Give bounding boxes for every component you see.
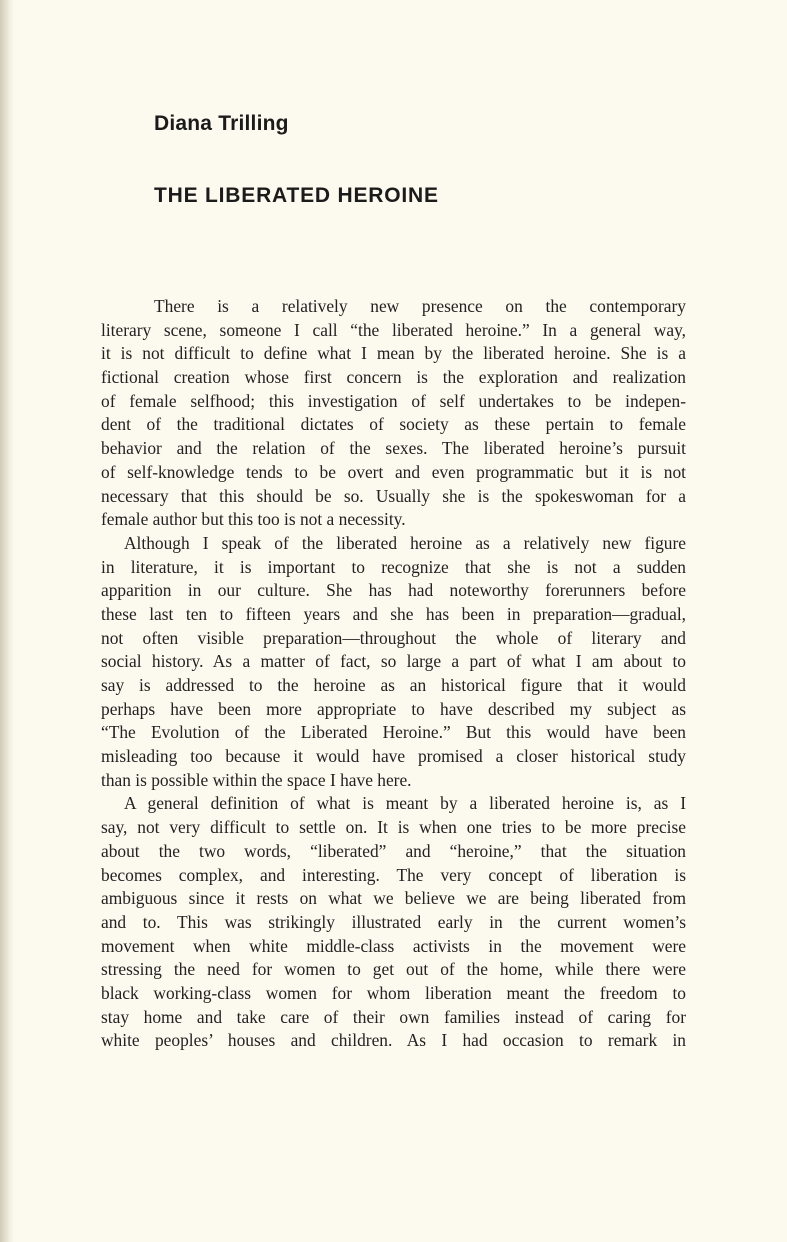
text-line: in literature, it is important to recognize that she is not a sudden	[101, 556, 686, 577]
text-line: ambiguous since it rests on what we believe we are being liberated from	[101, 888, 686, 909]
text-line: say is addressed to the heroine as an historical figure that it would	[101, 675, 686, 695]
text-line: movement when white middle-class activists in the movement were	[101, 935, 686, 956]
text-line: not often visible preparation—throughout the whole of literary and	[101, 627, 686, 648]
text-line-content: Although I speak of the liberated heroine as a relatively new figure	[124, 532, 686, 553]
text-line: of female selfhood; this investigation of self undertakes to be indepen-	[101, 390, 686, 411]
body-text	[101, 295, 686, 1053]
text-line: behavior and the relation of the sexes. The liberated heroine’s pursuit	[101, 438, 686, 459]
text-line: stay home and take care of their own families instead of caring for	[101, 1006, 686, 1027]
text-line	[101, 792, 686, 816]
chapter-title: THE LIBERATED HEROINE	[154, 184, 439, 207]
text-line: There is a relatively new presence on the contemporary	[154, 296, 686, 316]
text-line: say, not very difficult to settle on. It is when one tries to be more precise	[101, 817, 686, 838]
text-line: and to. This was strikingly illustrated early in the current women’s	[101, 911, 686, 932]
text-line: stressing the need for women to get out of the home, while there were	[101, 959, 686, 980]
text-line-content: A general definition of what is meant by a liberated heroine is, as I	[124, 793, 686, 814]
text-line: black working-class women for whom liberation meant the freedom to	[101, 982, 686, 1003]
text-line: “The Evolution of the Liberated Heroine.” But this would have been	[101, 722, 686, 743]
author-name: Diana Trilling	[154, 112, 289, 135]
text-line: these last ten to fifteen years and she has been in preparation—gradual,	[101, 603, 686, 624]
text-line: apparition in our culture. She has had noteworthy forerunners before	[101, 580, 686, 601]
text-line: literary scene, someone I call “the liberated heroine.” In a general way,	[101, 319, 686, 340]
text-line: it is not difficult to define what I mean by the liberated heroine. She is a	[101, 343, 686, 364]
text-line: perhaps have been more appropriate to have described my subject as	[101, 698, 686, 719]
text-line	[101, 532, 686, 556]
page-gutter-shadow	[0, 0, 14, 1242]
text-line: becomes complex, and interesting. The very concept of liberation is	[101, 864, 686, 885]
text-line: misleading too because it would have promised a closer historical study	[101, 746, 686, 767]
text-line: about the two words, “liberated” and “heroine,” that the situation	[101, 840, 686, 861]
text-line: fictional creation whose first concern is the exploration and realization	[101, 367, 686, 388]
text-line: social history. As a matter of fact, so large a part of what I am about to	[101, 651, 686, 672]
text-line: female author but this too is not a necessity.	[101, 509, 406, 530]
text-line: necessary that this should be so. Usually she is the spokeswoman for a	[101, 485, 686, 506]
text-line: of self-knowledge tends to be overt and even programmatic but it is not	[101, 461, 686, 482]
text-line: than is possible within the space I have here.	[101, 769, 412, 790]
text-line: dent of the traditional dictates of society as these pertain to female	[101, 414, 686, 435]
text-line: white peoples’ houses and children. As I had occasion to remark in	[101, 1030, 686, 1051]
